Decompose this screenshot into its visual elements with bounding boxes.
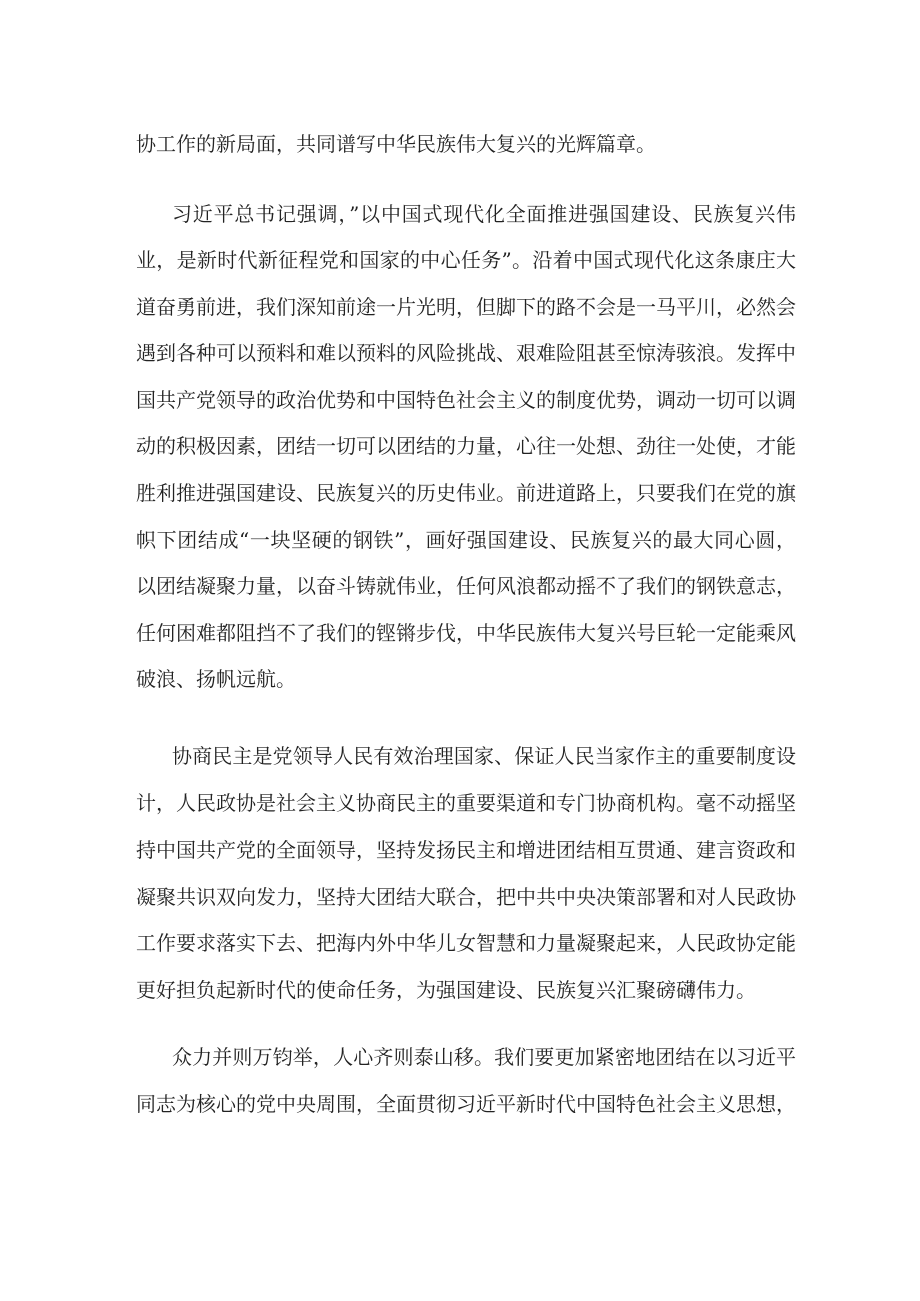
text-line: 同志为核心的党中央周围，全面贯彻习近平新时代中国特色社会主义思想， xyxy=(136,1092,796,1116)
text-line: 动的积极因素，团结一切可以团结的力量，心往一处想、劲往一处使，才能 xyxy=(136,434,796,458)
text-line: 更好担负起新时代的使命任务，为强国建设、民族复兴汇聚磅礴伟力。 xyxy=(136,978,756,1002)
text-line: 破浪、扬帆远航。 xyxy=(136,667,296,691)
text-line: 帜下团结成“一块坚硬的钢铁”，画好强国建设、民族复兴的最大同心圆， xyxy=(136,528,796,552)
text-line: 任何困难都阻挡不了我们的铿锵步伐，中华民族伟大复兴号巨轮一定能乘风 xyxy=(136,621,796,645)
text-line: 道奋勇前进，我们深知前途一片光明，但脚下的路不会是一马平川，必然会 xyxy=(136,295,796,319)
text-line: 业，是新时代新征程党和国家的中心任务”。沿着中国式现代化这条康庄大 xyxy=(136,248,796,272)
text-line: 遇到各种可以预料和难以预料的风险挑战、艰难险阻甚至惊涛骇浪。发挥中 xyxy=(136,341,796,365)
text-line: 持中国共产党的全面领导，坚持发扬民主和增进团结相互贯通、建言资政和 xyxy=(136,838,796,862)
text-line: 众力并则万钧举，人心齐则泰山移。我们要更加紧密地团结在以习近平 xyxy=(172,1045,796,1069)
text-line: 工作要求落实下去、把海内外中华儿女智慧和力量凝聚起来，人民政协定能 xyxy=(136,931,796,955)
text-line: 计，人民政协是社会主义协商民主的重要渠道和专门协商机构。毫不动摇坚 xyxy=(136,791,796,815)
text-line: 凝聚共识双向发力，坚持大团结大联合，把中共中央决策部署和对人民政协 xyxy=(136,885,796,909)
text-line: 以团结凝聚力量，以奋斗铸就伟业，任何风浪都动摇不了我们的钢铁意志， xyxy=(136,574,796,598)
text-line: 习近平总书记强调，”以中国式现代化全面推进强国建设、民族复兴伟 xyxy=(172,202,796,226)
text-line: 国共产党领导的政治优势和中国特色社会主义的制度优势，调动一切可以调 xyxy=(136,388,796,412)
text-line: 胜利推进强国建设、民族复兴的历史伟业。前进道路上，只要我们在党的旗 xyxy=(136,481,796,505)
text-line: 协工作的新局面，共同谱写中华民族伟大复兴的光辉篇章。 xyxy=(136,132,656,156)
text-line: 协商民主是党领导人民有效治理国家、保证人民当家作主的重要制度设 xyxy=(172,744,796,768)
